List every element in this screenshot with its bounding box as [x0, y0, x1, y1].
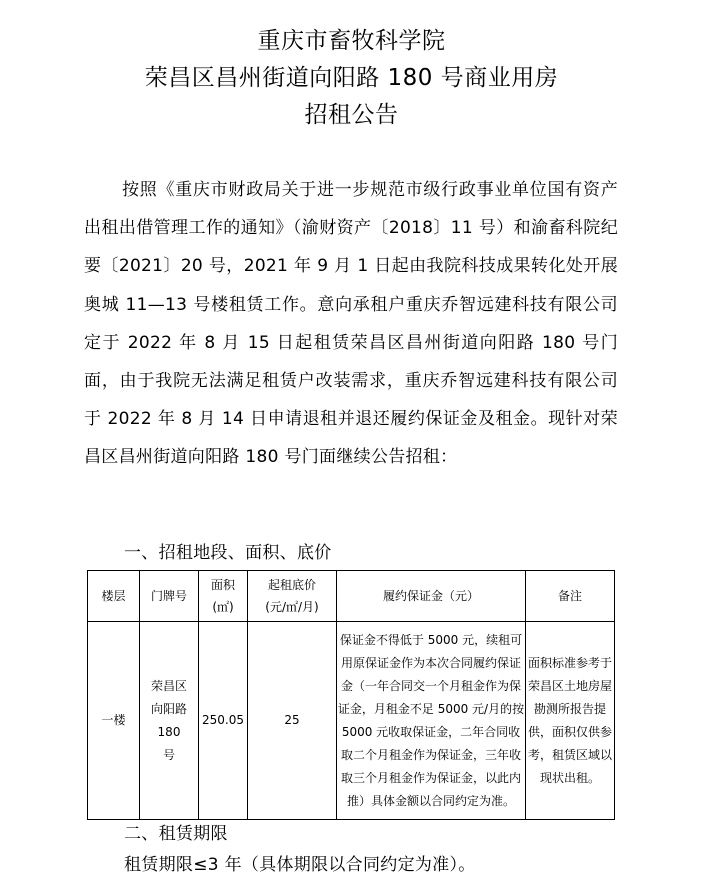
cell-door-text: 荣昌区向阳路 180 号 [150, 678, 187, 762]
header-door-number: 门牌号 [140, 571, 199, 622]
table-header-row [88, 571, 615, 622]
property-title: 荣昌区昌州街道向阳路 180 号商业用房 [144, 65, 559, 91]
header-area [199, 571, 248, 622]
cell-area: 250.05 [199, 622, 248, 820]
intro-paragraph: 按照《重庆市财政局关于进一步规范市级行政事业单位国有资产出租出借管理工作的通知》（渝财资产〔2018〕11 号）和渝畜科院纪要〔2021〕20 号，2021 年 9 月 1 日起由我院科技成果转化处开展奥城 11—13 号楼租赁工作。意向承租户重庆乔智远建科技有限公司定于 2022 年 8 月 15 日起租赁荣昌区昌州街道向阳路 180 号门面，由于我院无法满足租赁户改装需求，重庆乔智远建科技有限公司于 2022 年 8 月 14 日申请退租并退还履约保证金及租金。现针对荣昌区昌州街道向阳路 180 号门面继续公告招租： [84, 180, 618, 468]
org-title: 重庆市畜牧科学院 [257, 28, 446, 54]
cell-deposit: 保证金不得低于 5000 元，续租可用原保证金作为本次合同履约保证金（一年合同交一个月租金作为保证金，月租金不足 5000 元/月的按 5000 元收取保证金，二年合同收取二个月租金作为保证金，三年收取三个月租金作为保证金，以此内推）具体金额以合同约定为准。 [337, 622, 526, 820]
cell-floor: 一楼 [88, 622, 140, 820]
section-heading-term: 二、租赁期限 [124, 824, 228, 844]
header-remark: 备注 [526, 571, 615, 622]
notice-title: 招租公告 [304, 102, 399, 128]
header-floor: 楼层 [88, 571, 140, 622]
cell-price: 25 [248, 622, 337, 820]
section-heading-location: 一、招租地段、面积、底价 [124, 543, 332, 563]
header-price [248, 571, 337, 622]
header-area-unit: (㎡) [212, 600, 234, 614]
cell-remark: 面积标准参考于荣昌区土地房屋勘测所报告提供，面积仅供参考，租赁区域以现状出租。 [526, 622, 615, 820]
rental-table [87, 570, 615, 820]
header-deposit: 履约保证金（元） [337, 571, 526, 622]
lease-term-text: 租赁期限≤3 年（具体期限以合同约定为准）。 [124, 855, 476, 875]
header-price-unit: (元/㎡/月) [265, 600, 319, 614]
header-area-label: 面积 [210, 578, 235, 592]
cell-door-number [140, 622, 199, 820]
header-price-label: 起租底价 [267, 578, 316, 592]
table-row [88, 622, 615, 820]
